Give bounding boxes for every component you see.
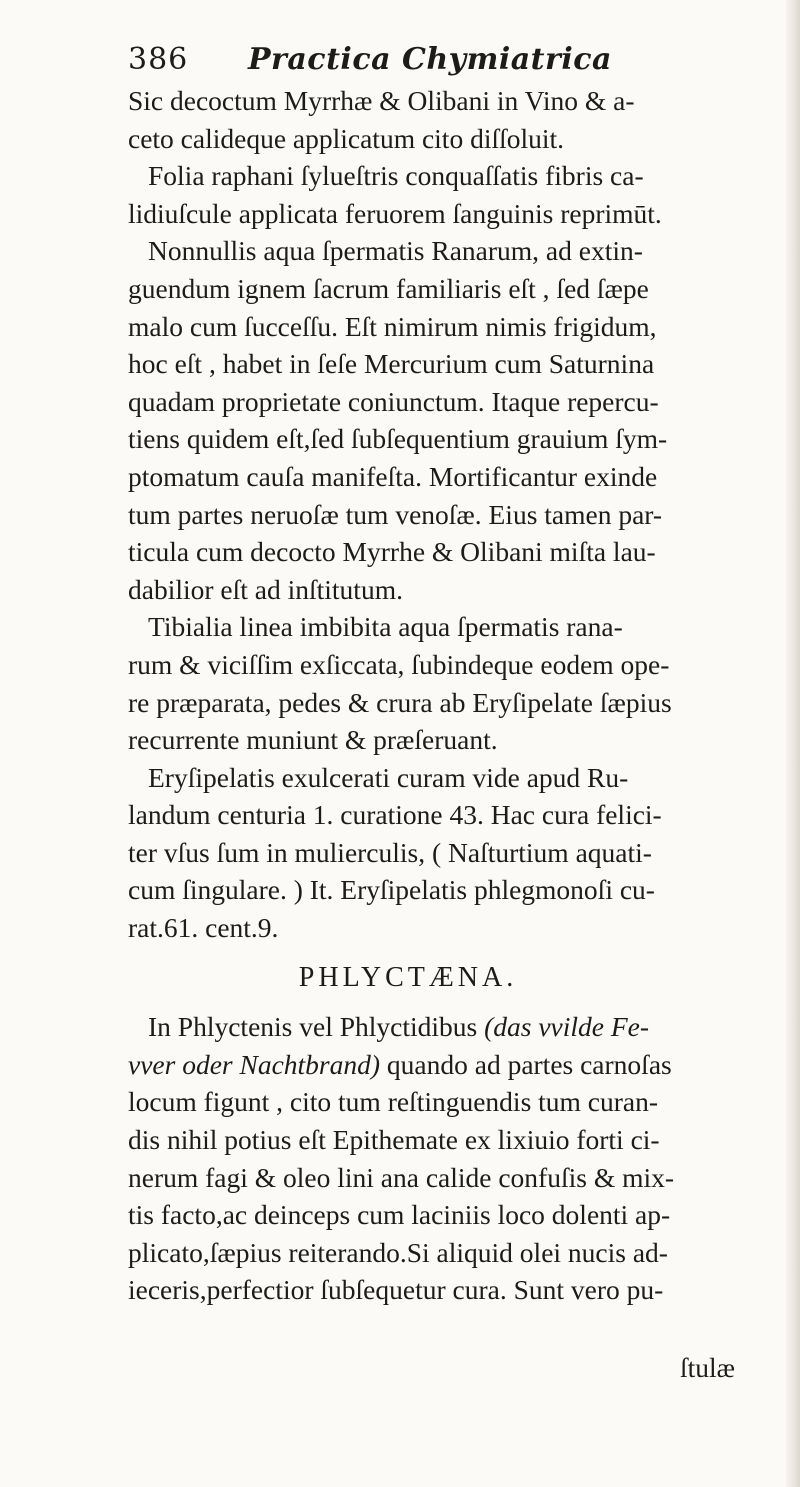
text-line: hoc eſt , habet in ſeſe Mercurium cum Saturnina (128, 348, 655, 380)
text-line: recurrente muniunt & præſeruant. (128, 724, 498, 756)
text-line: re præparata, pedes & crura ab Eryſipelate ſæpius (128, 686, 672, 718)
text-line: ticula cum decocto Myrrhe & Olibani miſta lau- (128, 536, 656, 568)
text-line: guendum ignem ſacrum familiaris eſt , ſed ſæpe (128, 272, 649, 304)
page-header (128, 42, 668, 82)
page-number: 386 (128, 42, 189, 77)
text-line: rat.61. cent.9. (128, 912, 279, 944)
text-line: Eryſipelatis exulcerati curam vide apud Ru- (148, 761, 629, 793)
catchword: ſtulæ (680, 1352, 736, 1383)
body-text (128, 82, 778, 1309)
text-line: landum centuria 1. curatione 43. Hac cura felici- (128, 799, 662, 831)
page-edge-shadow (786, 0, 800, 1487)
text-span: quando ad partes carnoſas (380, 1048, 672, 1080)
text-line: tis facto,ac deinceps cum laciniis loco dolenti ap- (128, 1199, 671, 1231)
german-gloss: vver oder Nachtbrand) (128, 1048, 381, 1080)
text-line: Tibialia linea imbibita aqua ſpermatis rana- (148, 611, 623, 643)
text-line: ceto calideque applicatum cito diſſoluit. (128, 122, 565, 154)
text-line: locum figunt , cito tum reſtinguendis tum curan- (128, 1086, 659, 1118)
text-line: plicato,ſæpius reiterando.Si aliquid olei nucis ad- (128, 1236, 668, 1268)
text-line: rum & viciſſim exſiccata, ſubindeque eodem ope- (128, 648, 670, 680)
spacer (128, 947, 778, 959)
text-line: Nonnullis aqua ſpermatis Ranarum, ad extin- (148, 235, 643, 267)
text-line: dabilior eſt ad inſtitutum. (128, 573, 403, 605)
german-gloss: (das vvilde Fe- (484, 1011, 650, 1043)
text-line: ter vſus ſum in mulierculis, ( Naſturtium aquati- (128, 836, 652, 868)
text-span: In Phlyctenis vel Phlyctidibus (148, 1011, 485, 1043)
running-head: Practica Chymiatrica (248, 42, 612, 77)
text-line: ptomatum cauſa manifeſta. Mortificantur exinde (128, 460, 658, 492)
text-line (128, 1008, 778, 1046)
text-line: lidiuſcule applicata feruorem ſanguinis reprimūt. (128, 197, 662, 229)
spacer (128, 996, 778, 1008)
text-line: quadam proprietate coniunctum. Itaque repercu- (128, 385, 659, 417)
text-line: ieceris,perfectior ſubſequetur cura. Sunt vero pu- (128, 1274, 664, 1306)
text-line: dis nihil potius eſt Epithemate ex lixiuio forti ci- (128, 1124, 660, 1156)
text-line: tiens quidem eſt,ſed ſubſequentium grauium ſym- (128, 423, 668, 455)
text-line: tum partes neruoſæ tum venoſæ. Eius tamen par- (128, 498, 663, 530)
text-line: cum ſingulare. ) It. Eryſipelatis phlegmonoſi cu- (128, 874, 655, 906)
text-line: Folia raphani ſylueſtris conquaſſatis fibris ca- (148, 160, 644, 192)
text-line: nerum fagi & oleo lini ana calide confuſis & mix- (128, 1161, 675, 1193)
text-line: malo cum ſucceſſu. Eſt nimirum nimis frigidum, (128, 310, 657, 342)
text-line (128, 1046, 778, 1084)
text-line: Sic decoctum Myrrhæ & Olibani in Vino & a- (128, 85, 635, 116)
section-heading: PHLYCTÆNA. (298, 961, 518, 993)
